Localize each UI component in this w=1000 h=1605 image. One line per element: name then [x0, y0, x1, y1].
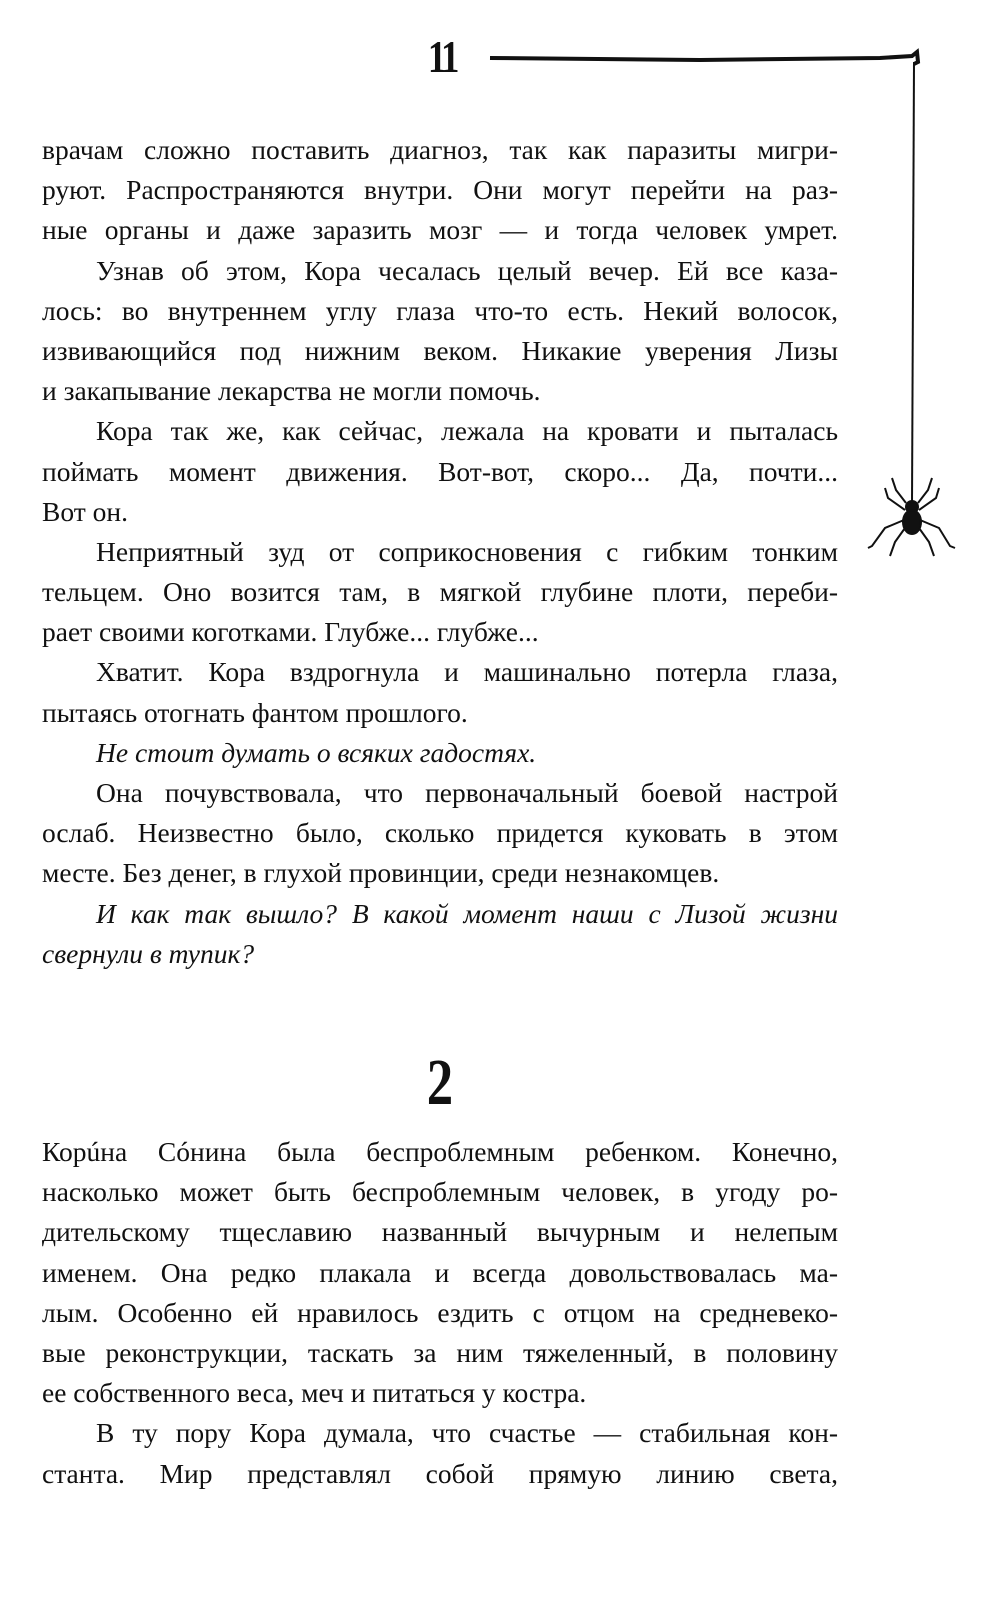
chapter-heading: 2: [426, 1046, 454, 1119]
spider-thread: [912, 62, 914, 505]
text-line: Она почувствовала, что первоначальный боевой настрой: [96, 777, 838, 808]
text-line: дительскому тщеславию названный вычурным и нелепым: [42, 1216, 838, 1248]
page-number: 11: [427, 31, 457, 82]
text-line: месте. Без денег, в глухой провинции, среди незнакомцев.: [42, 857, 720, 889]
text-line: извивающийся под нижним веком. Никакие уверения Лизы: [42, 334, 838, 366]
text-line: тельцем. Оно возится там, в мягкой глубине плоти, переби-: [42, 576, 838, 608]
text-line: ослаб. Неизвестно было, сколько придется куковать в этом: [42, 817, 838, 849]
text-line: рает своими коготками. Глубже... глубже...: [42, 616, 539, 648]
text-line: Корúна Сóнина была беспроблемным ребенком. Конечно,: [42, 1136, 838, 1167]
text-line: руют. Распространяются внутри. Они могут перейти на раз-: [42, 174, 838, 206]
text-line: Не стоит думать о всяких гадостях.: [96, 736, 537, 768]
text-line: пытаясь отогнать фантом прошлого.: [42, 696, 468, 728]
text-line: врачам сложно поставить диагноз, так как паразиты мигри-: [42, 134, 838, 165]
text-line: ные органы и даже заразить мозг — и тогда человек умрет.: [42, 214, 838, 246]
header-rule: [490, 52, 918, 64]
text-line: Хватит. Кора вздрогнула и машинально потерла глаза,: [96, 656, 838, 688]
text-line: и закапывание лекарства не могли помочь.: [42, 375, 541, 407]
text-line: именем. Она редко плакала и всегда довольствовалась ма-: [42, 1256, 838, 1288]
text-line: вые реконструкции, таскать за ним тяжеленный, в половину: [42, 1336, 838, 1368]
text-line: ее собственного веса, меч и питаться у костра.: [42, 1377, 587, 1409]
text-line: свернули в тупик?: [42, 937, 255, 969]
text-line: Кора так же, как сейчас, лежала на кровати и пыталась: [96, 415, 838, 447]
text-line: насколько может быть беспроблемным человек, в угоду ро-: [42, 1176, 838, 1208]
text-line: лось: во внутреннем углу глаза что-то есть. Некий волосок,: [42, 294, 838, 326]
text-line: Узнав об этом, Кора чесалась целый вечер. Ей все каза-: [96, 254, 838, 286]
text-line: Неприятный зуд от соприкосновения с гибким тонким: [96, 535, 838, 567]
text-line: Вот он.: [42, 495, 128, 527]
text-line: лым. Особенно ей нравилось ездить с отцом на средневеко-: [42, 1296, 838, 1328]
text-block-chapter-end: [42, 130, 838, 974]
text-block-chapter-2: [42, 1132, 838, 1494]
text-line: И как так вышло? В какой момент наши с Лизой жизни: [96, 897, 838, 929]
text-line: поймать момент движения. Вот-вот, скоро... Да, почти...: [42, 455, 838, 487]
text-line: В ту пору Кора думала, что счастье — стабильная кон-: [96, 1417, 838, 1449]
text-line: станта. Мир представлял собой прямую линию света,: [42, 1457, 838, 1489]
